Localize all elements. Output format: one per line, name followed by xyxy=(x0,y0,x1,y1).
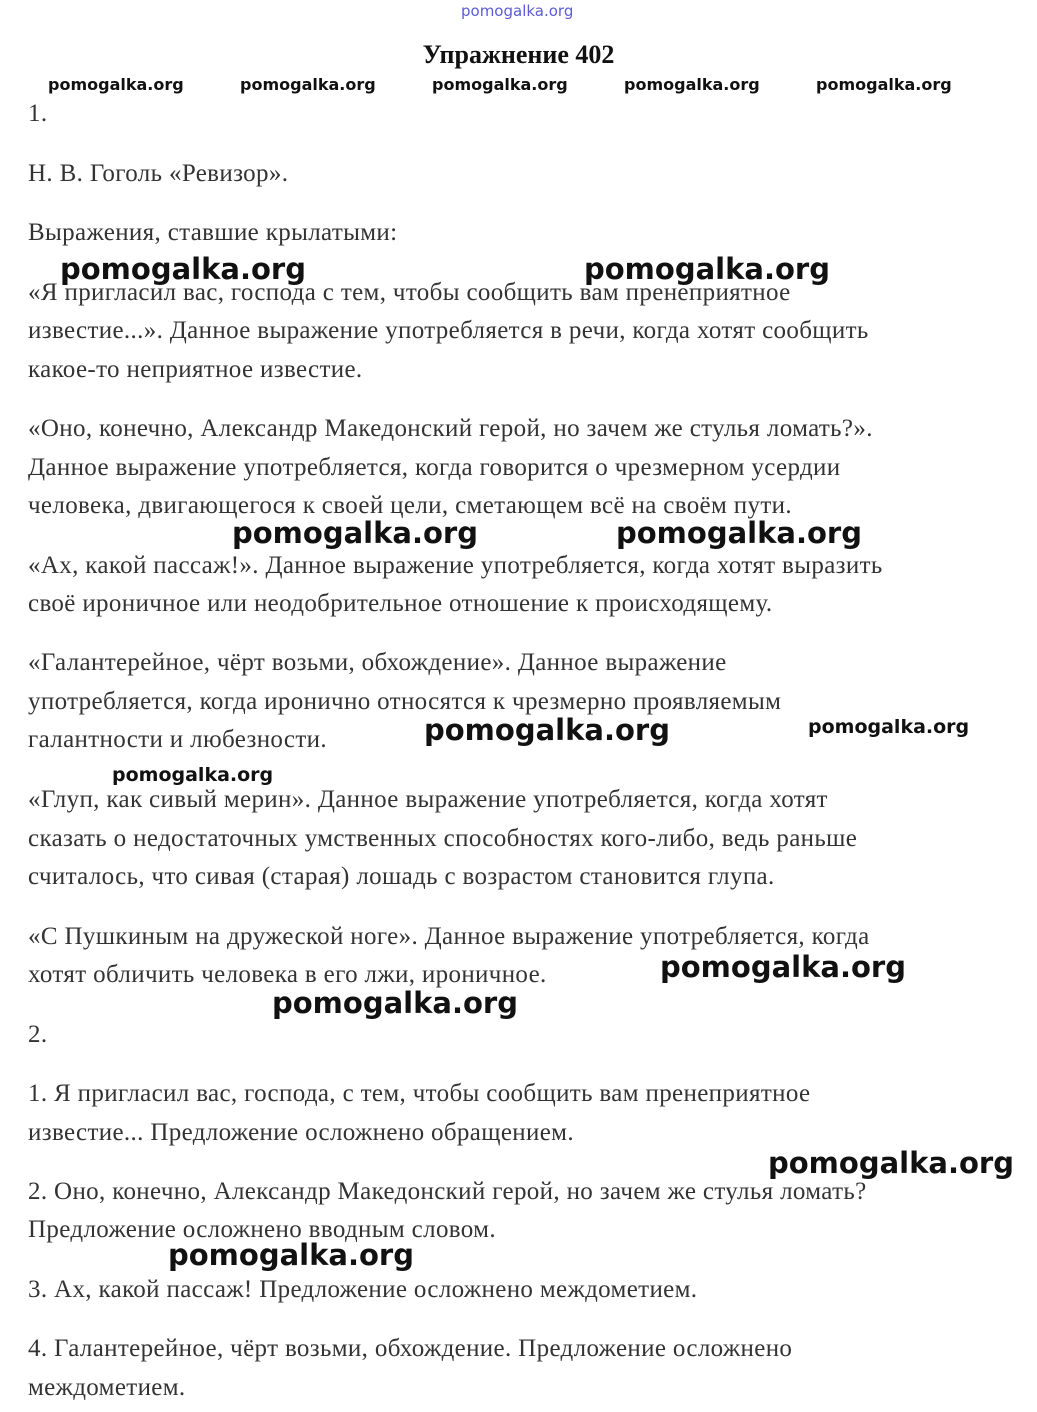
watermark: pomogalka.org xyxy=(424,713,670,747)
watermark: pomogalka.org xyxy=(584,252,830,286)
watermark: pomogalka.org xyxy=(60,252,306,286)
text-line: человека, двигающегося к своей цели, сметающем всё на своём пути. xyxy=(28,492,792,519)
text-line: 1. Я пригласил вас, господа, с тем, чтобы сообщить вам пренеприятное xyxy=(28,1080,811,1107)
watermark: pomogalka.org xyxy=(240,75,376,94)
text-line: «Глуп, как сивый мерин». Данное выражение употребляется, когда хотят xyxy=(28,786,828,813)
watermark: pomogalka.org xyxy=(48,75,184,94)
watermark: pomogalka.org xyxy=(768,1146,1014,1180)
section-number-1: 1. xyxy=(28,100,48,127)
text-line: 2. Оно, конечно, Александр Македонский герой, но зачем же стулья ломать? xyxy=(28,1178,867,1205)
watermark: pomogalka.org xyxy=(808,716,970,738)
author-work: Н. В. Гоголь «Ревизор». xyxy=(28,160,289,187)
text-line: «С Пушкиным на дружеской ноге». Данное выражение употребляется, когда xyxy=(28,923,870,950)
text-line: Данное выражение употребляется, когда говорится о чрезмерном усердии xyxy=(28,454,841,481)
watermark: pomogalka.org xyxy=(616,516,862,550)
watermark: pomogalka.org xyxy=(168,1238,414,1272)
text-line: «Ах, какой пассаж!». Данное выражение употребляется, когда хотят выразить xyxy=(28,552,883,579)
watermark: pomogalka.org xyxy=(660,950,906,984)
watermark-top: pomogalka.org xyxy=(461,2,574,20)
watermark: pomogalka.org xyxy=(232,516,478,550)
text-line: Предложение осложнено вводным словом. xyxy=(28,1216,496,1243)
text-line: хотят обличить человека в его лжи, ироничное. xyxy=(28,961,547,988)
watermark: pomogalka.org xyxy=(272,986,518,1020)
text-line: «Я пригласил вас, господа с тем, чтобы сообщить вам пренеприятное xyxy=(28,279,791,306)
text-line: «Галантерейное, чёрт возьми, обхождение». Данное выражение xyxy=(28,649,727,676)
text-line: Выражения, ставшие крылатыми: xyxy=(28,219,398,246)
text-line: какое-то неприятное известие. xyxy=(28,356,363,383)
text-line: известие...». Данное выражение употребляется в речи, когда хотят сообщить xyxy=(28,317,869,344)
watermark: pomogalka.org xyxy=(624,75,760,94)
watermark: pomogalka.org xyxy=(112,764,274,786)
text-line: считалось, что сивая (старая) лошадь с возрастом становится глупа. xyxy=(28,863,775,890)
text-line: своё ироничное или неодобрительное отношение к происходящему. xyxy=(28,590,773,617)
text-line: междометием. xyxy=(28,1374,186,1401)
text-line: сказать о недостаточных умственных способностях кого-либо, ведь раньше xyxy=(28,825,858,852)
text-line: 4. Галантерейное, чёрт возьми, обхождение. Предложение осложнено xyxy=(28,1335,793,1362)
watermark: pomogalka.org xyxy=(816,75,952,94)
text-line: употребляется, когда иронично относятся к чрезмерно проявляемым xyxy=(28,688,782,715)
text-line: «Оно, конечно, Александр Македонский герой, но зачем же стулья ломать?». xyxy=(28,415,873,442)
text-line: 3. Ах, какой пассаж! Предложение осложнено междометием. xyxy=(28,1276,698,1303)
text-line: известие... Предложение осложнено обращением. xyxy=(28,1119,574,1146)
watermark: pomogalka.org xyxy=(432,75,568,94)
text-line: галантности и любезности. xyxy=(28,726,327,753)
section-number-2: 2. xyxy=(28,1021,48,1048)
page-title: Упражнение 402 xyxy=(422,40,615,69)
